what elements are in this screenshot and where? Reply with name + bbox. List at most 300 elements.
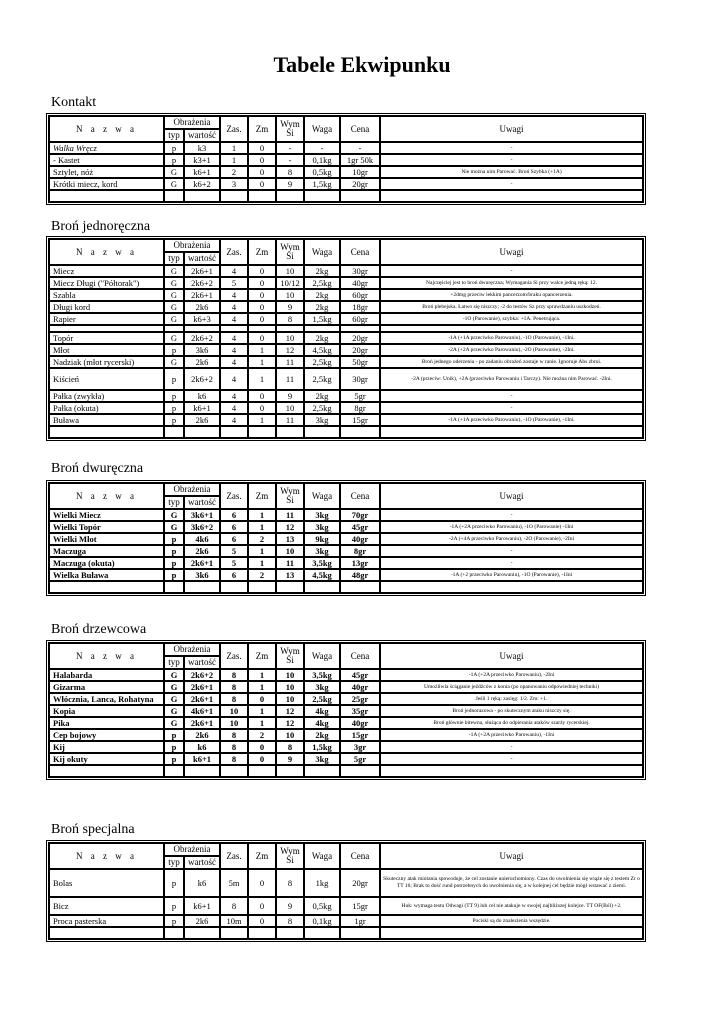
cell-name: Szabla <box>49 289 164 301</box>
cell-name: Proca pasterska <box>49 915 164 927</box>
cell-value: 2k6+2 <box>184 277 220 289</box>
cell-notes: Broń jednego uderzenia - po zadaniu obrażeń zostaje w ranie. Ignoruje Abs zbroi. <box>380 356 643 368</box>
header-damage: Obrażenia <box>164 239 220 252</box>
empty-cell <box>276 325 304 332</box>
table-row <box>49 154 643 166</box>
cell-value: 2k6+1 <box>184 681 220 693</box>
cell-name: Nadziak (młot rycerski) <box>49 356 164 368</box>
cell-weight: 2,5kg <box>304 402 340 414</box>
cell-type: G <box>164 681 184 693</box>
cell-weight: 1,5kg <box>304 313 340 325</box>
header-name: N a z w a <box>49 643 164 669</box>
cell-zm: 0 <box>248 915 276 927</box>
empty-cell <box>276 581 304 593</box>
cell-notes: - <box>380 753 643 765</box>
cell-name: Bolas <box>49 869 164 897</box>
cell-zm: 0 <box>248 753 276 765</box>
cell-zas: 6 <box>220 533 248 545</box>
cell-price: 40gr <box>340 277 380 289</box>
cell-wym: 13 <box>276 569 304 581</box>
cell-zas: 2 <box>220 166 248 178</box>
cell-wym: 10 <box>276 402 304 414</box>
cell-type: p <box>164 869 184 897</box>
cell-zas: 8 <box>220 741 248 753</box>
table-row <box>49 533 643 545</box>
cell-price: 60gr <box>340 313 380 325</box>
empty-cell <box>248 581 276 593</box>
header-price: Cena <box>340 643 380 669</box>
cell-price: 8gr <box>340 402 380 414</box>
cell-notes: Nie można nim Parować. Broń Szybka (+1A) <box>380 166 643 178</box>
cell-zas: 5 <box>220 557 248 569</box>
cell-name: Buława <box>49 414 164 426</box>
cell-value: 2k6 <box>184 729 220 741</box>
cell-notes: Broń plebejska. Łatwo się niszczy; -2 do testów Sz przy sprawdzaniu uszkodzeń. <box>380 301 643 313</box>
cell-type: p <box>164 390 184 402</box>
cell-zas: 6 <box>220 521 248 533</box>
empty-cell <box>164 325 184 332</box>
table-empty-row <box>49 927 643 939</box>
header-zm: Zm <box>248 643 276 669</box>
empty-cell <box>184 765 220 777</box>
cell-value: 4k6+1 <box>184 705 220 717</box>
cell-zas: 8 <box>220 681 248 693</box>
cell-type: G <box>164 301 184 313</box>
table-row <box>49 693 643 705</box>
table-row <box>49 521 643 533</box>
empty-cell <box>340 325 380 332</box>
cell-notes: - <box>380 390 643 402</box>
section-title: Broń drzewcowa <box>51 622 147 637</box>
cell-type: p <box>164 545 184 557</box>
cell-price: 20gr <box>340 332 380 344</box>
cell-value: 2k6 <box>184 545 220 557</box>
cell-price: 30gr <box>340 265 380 277</box>
cell-value: k6+3 <box>184 313 220 325</box>
cell-price: 20gr <box>340 178 380 190</box>
header-weight: Waga <box>304 843 340 869</box>
table-row <box>49 897 643 915</box>
empty-cell <box>164 765 184 777</box>
cell-wym: 12 <box>276 344 304 356</box>
cell-wym: 13 <box>276 533 304 545</box>
cell-zas: 5 <box>220 545 248 557</box>
cell-zas: 3 <box>220 178 248 190</box>
cell-price: 40gr <box>340 533 380 545</box>
cell-wym: 10 <box>276 265 304 277</box>
cell-notes: Pociski są do znalezienia wszędzie. <box>380 915 643 927</box>
empty-cell <box>164 581 184 593</box>
cell-zas: 5m <box>220 869 248 897</box>
cell-wym: 12 <box>276 705 304 717</box>
cell-type: p <box>164 402 184 414</box>
cell-type: G <box>164 669 184 681</box>
cell-zm: 0 <box>248 693 276 705</box>
cell-zm: 0 <box>248 301 276 313</box>
cell-name: Bicz <box>49 897 164 915</box>
cell-name: Kiścień <box>49 368 164 390</box>
cell-notes: - <box>380 741 643 753</box>
cell-price: 40gr <box>340 681 380 693</box>
cell-weight: 2kg <box>304 265 340 277</box>
table-row <box>49 915 643 927</box>
cell-value: k6+1 <box>184 402 220 414</box>
empty-cell <box>184 927 220 939</box>
table-row <box>49 753 643 765</box>
header-wym: Wym Si <box>276 239 304 265</box>
cell-weight: 3kg <box>304 414 340 426</box>
header-wym: Wym Si <box>276 483 304 509</box>
empty-cell <box>304 765 340 777</box>
cell-zas: 4 <box>220 414 248 426</box>
cell-value: k3 <box>184 142 220 154</box>
empty-cell <box>340 927 380 939</box>
cell-name: Miecz Długi ("Półtorak") <box>49 277 164 289</box>
table-row <box>49 301 643 313</box>
cell-price: 50gr <box>340 356 380 368</box>
cell-price: 5gr <box>340 753 380 765</box>
cell-zas: 4 <box>220 368 248 390</box>
header-value: wartość <box>184 656 220 669</box>
cell-type: p <box>164 741 184 753</box>
header-damage: Obrażenia <box>164 483 220 496</box>
empty-cell <box>380 581 643 593</box>
empty-cell <box>304 190 340 202</box>
empty-cell <box>220 325 248 332</box>
cell-wym: 8 <box>276 915 304 927</box>
cell-weight: 3kg <box>304 753 340 765</box>
cell-zm: 0 <box>248 402 276 414</box>
cell-zm: 2 <box>248 569 276 581</box>
cell-type: p <box>164 414 184 426</box>
cell-value: 2k6+2 <box>184 669 220 681</box>
table-row <box>49 289 643 301</box>
cell-zm: 0 <box>248 265 276 277</box>
cell-zm: 1 <box>248 368 276 390</box>
cell-weight: 3,5kg <box>304 557 340 569</box>
cell-wym: 11 <box>276 368 304 390</box>
header-wym: Wym Si <box>276 643 304 669</box>
cell-zas: 10 <box>220 717 248 729</box>
cell-notes: -1A (+2 przeciwko Parowaniu), -1O (Parowanie), -1Ini <box>380 569 643 581</box>
header-damage: Obrażenia <box>164 643 220 656</box>
table-header-row <box>49 843 643 856</box>
empty-cell <box>248 325 276 332</box>
equipment-table <box>46 113 646 205</box>
header-notes: Uwagi <box>380 116 643 142</box>
cell-price: 70gr <box>340 509 380 521</box>
cell-type: p <box>164 142 184 154</box>
table-row <box>49 356 643 368</box>
cell-value: 2k6+2 <box>184 368 220 390</box>
cell-notes: - <box>380 509 643 521</box>
equipment-table <box>46 640 646 780</box>
empty-cell <box>220 927 248 939</box>
cell-zm: 2 <box>248 533 276 545</box>
cell-type: G <box>164 332 184 344</box>
cell-weight: 1,5kg <box>304 741 340 753</box>
cell-zas: 8 <box>220 693 248 705</box>
cell-name: Rapier <box>49 313 164 325</box>
cell-type: p <box>164 569 184 581</box>
cell-zm: 0 <box>248 897 276 915</box>
cell-value: 2k6 <box>184 414 220 426</box>
cell-price: 20gr <box>340 344 380 356</box>
table-row <box>49 741 643 753</box>
cell-zas: 5 <box>220 277 248 289</box>
cell-price: 20gr <box>340 869 380 897</box>
cell-wym: 8 <box>276 869 304 897</box>
empty-cell <box>164 190 184 202</box>
header-name: N a z w a <box>49 843 164 869</box>
cell-value: 2k6 <box>184 301 220 313</box>
table-row <box>49 402 643 414</box>
cell-zas: 4 <box>220 313 248 325</box>
cell-name: Wielki Topór <box>49 521 164 533</box>
cell-price: 13gr <box>340 557 380 569</box>
header-zas: Zas. <box>220 483 248 509</box>
cell-weight: 4,5kg <box>304 569 340 581</box>
empty-cell <box>248 927 276 939</box>
table-row <box>49 705 643 717</box>
cell-price: 60gr <box>340 289 380 301</box>
table-row <box>49 265 643 277</box>
cell-value: 2k6 <box>184 915 220 927</box>
cell-zm: 1 <box>248 669 276 681</box>
empty-cell <box>49 190 164 202</box>
cell-zas: 4 <box>220 289 248 301</box>
cell-wym: 10 <box>276 693 304 705</box>
cell-notes: +2dmg przeciw lekkim pancerzom/braku opancerzenia. <box>380 289 643 301</box>
cell-type: G <box>164 313 184 325</box>
cell-zas: 10 <box>220 705 248 717</box>
cell-value: 2k6+1 <box>184 693 220 705</box>
cell-notes: Jeśli 1 ręką: zasięg: 1/2. Zm: +1. <box>380 693 643 705</box>
cell-name: Wielki Miecz <box>49 509 164 521</box>
cell-weight: 2kg <box>304 390 340 402</box>
cell-type: p <box>164 729 184 741</box>
cell-zm: 0 <box>248 277 276 289</box>
table-row <box>49 509 643 521</box>
cell-zm: 1 <box>248 705 276 717</box>
header-type: typ <box>164 856 184 869</box>
cell-price: 10gr <box>340 166 380 178</box>
cell-zm: 1 <box>248 414 276 426</box>
cell-wym: 12 <box>276 717 304 729</box>
header-zas: Zas. <box>220 116 248 142</box>
table-row <box>49 717 643 729</box>
section-title: Broń jednoręczna <box>51 219 151 234</box>
cell-price: 8gr <box>340 545 380 557</box>
cell-notes: -1A (+1A przeciwko Parowaniu), -1O (Parowanie), -1Ini. <box>380 414 643 426</box>
cell-price: 3gr <box>340 741 380 753</box>
cell-notes: - <box>380 142 643 154</box>
table-row <box>49 390 643 402</box>
table-empty-row <box>49 581 643 593</box>
cell-notes: Skuteczny atak miotania spowoduje, że cel zostanie unieruchomiony. Czas do uwolnienia się wiąże się z testem Zr o TT 16; Brak to dość rund potrzebnych do uwolnienia się, a w kolejnej cel będzie mógł wstawać z ziemi. <box>380 869 643 897</box>
empty-cell <box>304 325 340 332</box>
cell-name: Wielki Młot <box>49 533 164 545</box>
cell-notes: - <box>380 545 643 557</box>
cell-name: Maczuga (okuta) <box>49 557 164 569</box>
cell-name: - Kastet <box>49 154 164 166</box>
header-price: Cena <box>340 843 380 869</box>
cell-name: Topór <box>49 332 164 344</box>
header-weight: Waga <box>304 116 340 142</box>
header-zm: Zm <box>248 483 276 509</box>
cell-value: 3k6+1 <box>184 509 220 521</box>
empty-cell <box>276 190 304 202</box>
section-title: Kontakt <box>51 95 97 110</box>
cell-weight: 3kg <box>304 509 340 521</box>
empty-cell <box>220 765 248 777</box>
cell-wym: 10 <box>276 289 304 301</box>
cell-zm: 0 <box>248 289 276 301</box>
cell-name: Pika <box>49 717 164 729</box>
empty-cell <box>248 426 276 438</box>
empty-cell <box>49 765 164 777</box>
cell-notes: -2A (+4A przeciwko Parowaniu), -2O (Parowanie), -2Ini <box>380 533 643 545</box>
page-title: Tabele Ekwipunku <box>273 52 451 77</box>
cell-zas: 4 <box>220 344 248 356</box>
table-row <box>49 545 643 557</box>
cell-wym: 9 <box>276 897 304 915</box>
cell-weight: 1kg <box>304 869 340 897</box>
empty-cell <box>276 426 304 438</box>
cell-notes: -2A (+2A przeciwko Parowaniu), -2O (Parowanie), -2Ini. <box>380 344 643 356</box>
cell-name: Cep bojowy <box>49 729 164 741</box>
table-row <box>49 557 643 569</box>
cell-wym: 8 <box>276 166 304 178</box>
cell-name: Maczuga <box>49 545 164 557</box>
empty-cell <box>248 190 276 202</box>
header-value: wartość <box>184 856 220 869</box>
table-header-row <box>49 643 643 656</box>
cell-type: G <box>164 705 184 717</box>
cell-notes: -1A (+2A przeciwko Parowaniu), -1O (Parowanie) -1Ini <box>380 521 643 533</box>
table-empty-row <box>49 426 643 438</box>
section-title: Broń specjalna <box>51 822 135 837</box>
header-zm: Zm <box>248 843 276 869</box>
cell-notes: Huk: wymaga testu Odwagi (TT 9) lub cel nie atakuje w swojej najbliższej kolejce. TT OF(Ból) +2. <box>380 897 643 915</box>
cell-type: p <box>164 897 184 915</box>
cell-notes: - <box>380 265 643 277</box>
header-name: N a z w a <box>49 483 164 509</box>
header-zas: Zas. <box>220 643 248 669</box>
cell-wym: 11 <box>276 557 304 569</box>
cell-zm: 0 <box>248 741 276 753</box>
empty-cell <box>380 426 643 438</box>
cell-zm: 0 <box>248 166 276 178</box>
header-name: N a z w a <box>49 116 164 142</box>
cell-wym: 11 <box>276 509 304 521</box>
cell-zas: 8 <box>220 897 248 915</box>
empty-cell <box>220 190 248 202</box>
cell-value: 3k6 <box>184 569 220 581</box>
cell-weight: 4kg <box>304 717 340 729</box>
cell-weight: 0,5kg <box>304 897 340 915</box>
header-value: wartość <box>184 252 220 265</box>
cell-weight: 2,5kg <box>304 356 340 368</box>
table-row <box>49 277 643 289</box>
header-price: Cena <box>340 483 380 509</box>
cell-zas: 8 <box>220 669 248 681</box>
cell-price: 45gr <box>340 669 380 681</box>
cell-value: k6+1 <box>184 897 220 915</box>
cell-zm: 0 <box>248 390 276 402</box>
header-zm: Zm <box>248 116 276 142</box>
cell-name: Walka Wręcz <box>49 142 164 154</box>
cell-name: Gizarma <box>49 681 164 693</box>
header-notes: Uwagi <box>380 239 643 265</box>
empty-cell <box>184 325 220 332</box>
cell-notes: -2A (przeciw: Unik), +2A (przeciwko Parowaniu i Tarczy). Nie można nim Parować. -2Ini. <box>380 368 643 390</box>
cell-value: k6+1 <box>184 753 220 765</box>
empty-cell <box>184 190 220 202</box>
cell-notes: Broń głównie bitewna, służąca do odpierania ataków szarży rycerskiej. <box>380 717 643 729</box>
cell-zas: 8 <box>220 753 248 765</box>
header-damage: Obrażenia <box>164 116 220 129</box>
cell-price: - <box>340 142 380 154</box>
cell-zm: 0 <box>248 332 276 344</box>
cell-notes: -1A (+1A przeciwko Parowaniu), -1O (Parowanie), -1Ini. <box>380 332 643 344</box>
cell-weight: 0,5kg <box>304 166 340 178</box>
header-type: typ <box>164 496 184 509</box>
cell-value: k6 <box>184 869 220 897</box>
cell-weight: 3kg <box>304 545 340 557</box>
cell-price: 15gr <box>340 897 380 915</box>
cell-price: 25gr <box>340 693 380 705</box>
cell-type: p <box>164 154 184 166</box>
header-type: typ <box>164 252 184 265</box>
empty-cell <box>380 927 643 939</box>
cell-wym: 11 <box>276 414 304 426</box>
cell-weight: 3kg <box>304 681 340 693</box>
cell-zas: 4 <box>220 356 248 368</box>
cell-wym: 9 <box>276 178 304 190</box>
empty-cell <box>164 927 184 939</box>
cell-zm: 1 <box>248 509 276 521</box>
empty-cell <box>220 581 248 593</box>
header-weight: Waga <box>304 239 340 265</box>
cell-zas: 1 <box>220 154 248 166</box>
cell-name: Kopia <box>49 705 164 717</box>
cell-price: 15gr <box>340 414 380 426</box>
table-row <box>49 332 643 344</box>
cell-wym: 10 <box>276 669 304 681</box>
empty-cell <box>380 325 643 332</box>
cell-price: 48gr <box>340 569 380 581</box>
cell-zas: 4 <box>220 301 248 313</box>
cell-value: 2k6+1 <box>184 717 220 729</box>
cell-wym: 10 <box>276 681 304 693</box>
cell-notes: Najczęściej jest to broń dwuręczna; Wymagania Si przy walce jedną ręką: 12. <box>380 277 643 289</box>
cell-weight: 0,1kg <box>304 915 340 927</box>
cell-zm: 0 <box>248 142 276 154</box>
cell-zas: 4 <box>220 390 248 402</box>
cell-type: G <box>164 289 184 301</box>
cell-zm: 2 <box>248 729 276 741</box>
cell-type: G <box>164 693 184 705</box>
cell-name: Kij <box>49 741 164 753</box>
empty-cell <box>380 765 643 777</box>
header-damage: Obrażenia <box>164 843 220 856</box>
cell-type: G <box>164 265 184 277</box>
cell-notes: -1A (+2A przeciwko Parowaniu), -1Ini <box>380 729 643 741</box>
cell-weight: 3kg <box>304 521 340 533</box>
empty-cell <box>340 581 380 593</box>
table-row <box>49 142 643 154</box>
